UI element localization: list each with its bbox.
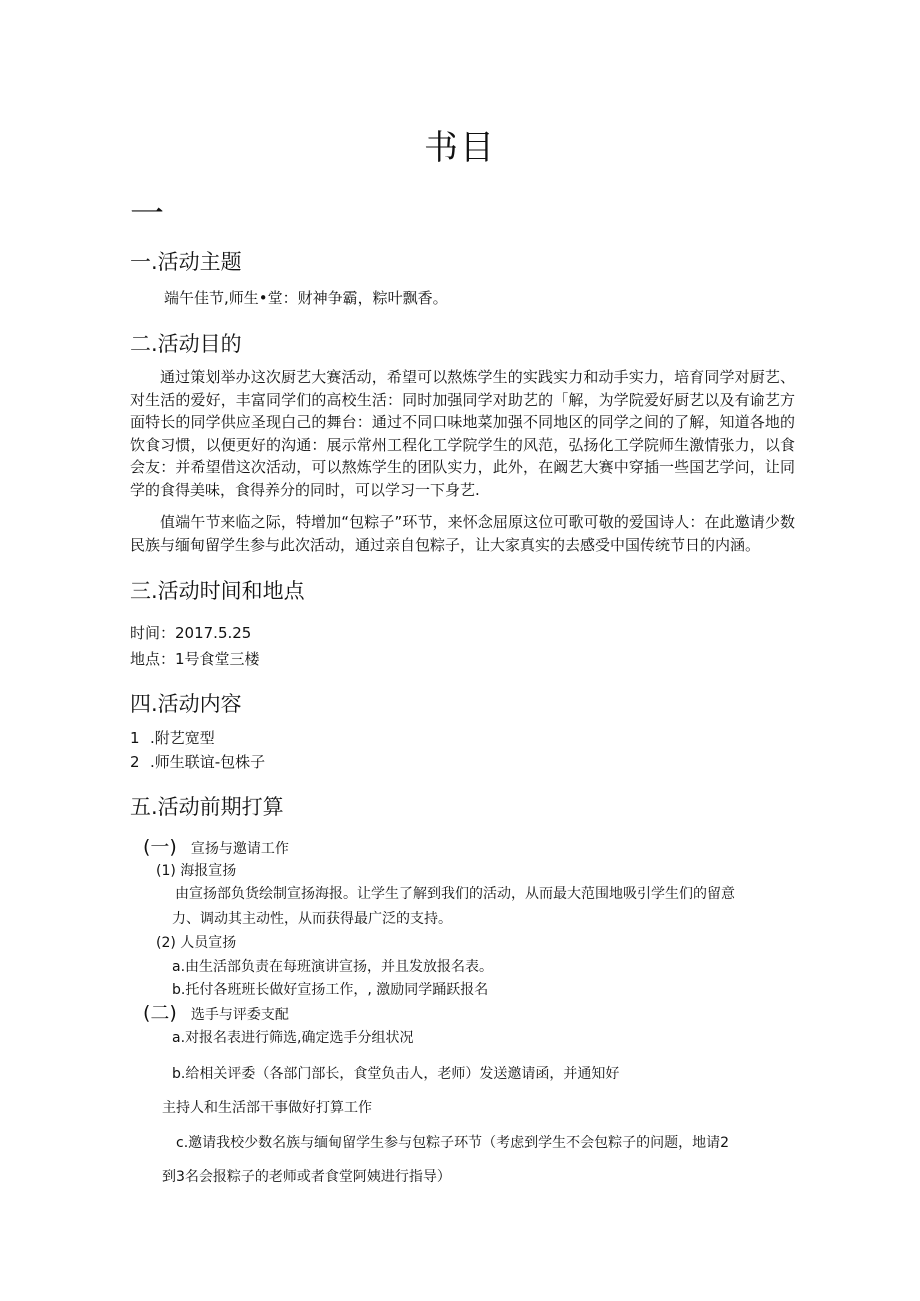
heading-activity-theme: 一.活动主题 — [130, 250, 242, 274]
purpose-paragraph-2: 值端午节来临之际，特增加“包粽子”环节，来怀念屈原这位可歌可敬的爱国诗人：在此邀请少数民族与缅甸留学生参与此次活动，通过亲自包粽子，让大家真实的去感受中国传统节日的内涵。 — [130, 513, 795, 554]
content-item-1-number: 1 — [130, 729, 140, 747]
group-2-title: 选手与评委支配 — [190, 1007, 289, 1023]
staff-promotion-a: a.由生活部负责在每班演讲宣扬，并且发放报名表。 — [172, 959, 494, 975]
poster-promotion-text-b: 力、调动其主动性，从而获得最广泛的支持。 — [172, 911, 452, 927]
event-time: 时间：2017.5.25 — [130, 624, 252, 642]
group-1-title: 宣扬与邀请工作 — [190, 841, 289, 857]
judges-item-b: b.给相关评委（各部门部长，食堂负击人，老师）发送邀请函，并通知好 — [172, 1066, 620, 1082]
staff-promotion-b: b.托付各班班长做好宣扬工作，, 激励同学踊跃报名 — [172, 982, 489, 998]
group-1-mark: (一) — [143, 836, 177, 858]
document-title: 书目 — [424, 128, 496, 168]
event-place: 地点：1号食堂三楼 — [130, 650, 260, 668]
purpose-paragraph-1: 通过策划举办这次厨艺大赛活动，希望可以熬炼学生的实践实力和动手实力，培育同学对厨艺、对生活的爱好，丰富同学们的高校生活：同时加强同学对助艺的「解，为学院爱好厨艺以及有谕艺方面特长的同学供应圣现白己的舞台：通过不同口味地菜加强不同地区的同学之间的了解，知道各地的饮食习惯，以便更好的沟通：展示常州工程化工学院学生的风范，弘扬化工学院师生激情张力，以食会友：并希望借这次活动，可以熬炼学生的团队实力，此外，在阚艺大赛中穿插一些国艺学问，让同学的食得美味，食得养分的同时，可以学习一下身艺. — [130, 368, 795, 499]
activity-theme-text: 端午佳节,师生•堂：财神争霸，粽叶飘香。 — [164, 289, 448, 307]
group-2-header — [143, 998, 289, 1025]
content-item-2: .师生联谊-包株子 — [150, 753, 266, 771]
section-dash: 一 — [130, 194, 164, 234]
heading-time-place: 三.活动时间和地点 — [130, 579, 305, 603]
judges-item-c: c.邀请我校少数名族与缅甸留学生参与包粽子环节（考虑到学生不会包粽子的问题，地请2 — [176, 1135, 730, 1151]
judges-item-b-cont: 主持人和生活部干事做好打算工作 — [162, 1100, 372, 1116]
poster-promotion-label: (1) 海报宣扬 — [156, 863, 237, 879]
content-item-1: .附艺宽型 — [150, 729, 215, 747]
heading-preparation: 五.活动前期打算 — [130, 795, 284, 819]
judges-item-a: a.对报名表进行筛选,确定选手分组状况 — [172, 1030, 414, 1046]
group-2-mark: (二) — [143, 1002, 177, 1024]
heading-activity-content: 四.活动内容 — [130, 692, 242, 716]
staff-promotion-label: (2) 人员宣扬 — [156, 935, 237, 951]
group-1-header — [143, 832, 289, 859]
judges-item-c-cont: 到3名会报粽子的老师或者食堂阿姨进行指导） — [162, 1169, 451, 1185]
heading-activity-purpose: 二.活动目的 — [130, 332, 242, 356]
content-item-2-number: 2 — [130, 753, 140, 771]
poster-promotion-text-a: 由宣扬部负货绘制宣扬海报。让学生了解到我们的活动，从而最大范围地吸引学生们的留意 — [175, 886, 735, 902]
